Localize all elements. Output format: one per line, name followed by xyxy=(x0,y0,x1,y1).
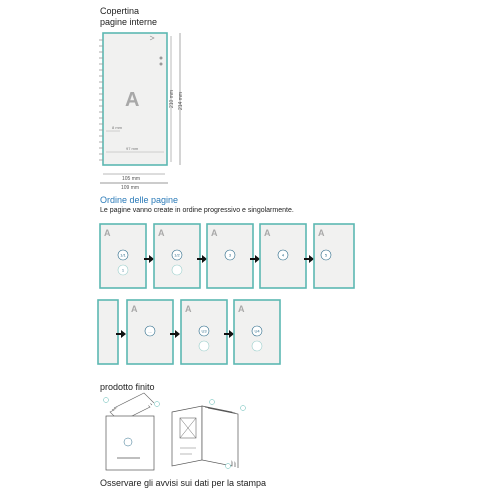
hole-mark-icon xyxy=(160,57,163,60)
svg-text:A: A xyxy=(211,228,218,238)
order-page xyxy=(127,300,173,364)
height-outer-dim-label: 214 mm xyxy=(178,91,184,110)
order-page xyxy=(207,224,253,288)
svg-text:A: A xyxy=(104,228,111,238)
hole-mark-icon xyxy=(160,63,163,66)
cover-title: Copertina xyxy=(100,6,140,16)
inner-width-dim-label: 97 mm xyxy=(126,146,139,151)
height-inner-dim-label: 210 mm xyxy=(169,89,175,108)
svg-text:4: 4 xyxy=(281,252,285,258)
order-page xyxy=(181,300,227,364)
svg-text:A: A xyxy=(158,228,165,238)
cover-page-letter: A xyxy=(125,89,140,111)
svg-text:1/2: 1/2 xyxy=(174,252,180,258)
cover-diagram xyxy=(99,33,184,191)
spiral-binding xyxy=(99,40,103,160)
print-data-note: Osservare gli avvisi sui dati per la stampa xyxy=(100,478,267,488)
width-inner-dim-label: 105 mm xyxy=(122,176,141,182)
width-outer-dim-label: 109 mm xyxy=(121,185,140,191)
order-page xyxy=(314,224,354,288)
svg-text:1/1: 1/1 xyxy=(120,252,126,258)
svg-text:U3: U3 xyxy=(201,328,207,334)
finished-product-title: prodotto finito xyxy=(100,382,155,392)
cover-subtitle: pagine interne xyxy=(100,17,158,27)
svg-text:A: A xyxy=(131,304,138,314)
svg-text:A: A xyxy=(185,304,192,314)
page-number-circle xyxy=(124,438,132,446)
margin-dim-label: 8 mm xyxy=(112,125,122,130)
svg-text:A: A xyxy=(318,228,325,238)
callout-circle-icon xyxy=(226,464,231,469)
page-order-row-2 xyxy=(98,300,280,364)
finished-product-closed xyxy=(104,393,160,470)
order-page xyxy=(154,224,200,288)
svg-text:A: A xyxy=(238,304,245,314)
page-number-circle xyxy=(199,341,209,351)
svg-text:1: 1 xyxy=(121,267,125,273)
order-page xyxy=(234,300,280,364)
order-page xyxy=(100,224,146,288)
page-order-row-1 xyxy=(100,224,354,288)
svg-text:5: 5 xyxy=(324,252,328,258)
callout-circle-icon xyxy=(210,400,215,405)
svg-text:A: A xyxy=(264,228,271,238)
callout-circle-icon xyxy=(155,402,160,407)
page-order-description: Le pagine vanno create in ordine progressivo e singolarmente. xyxy=(100,207,294,214)
svg-text:3: 3 xyxy=(228,252,232,258)
svg-text:...: ... xyxy=(148,328,152,334)
finished-product-open xyxy=(172,400,246,469)
page-number-circle xyxy=(172,265,182,275)
svg-text:U4: U4 xyxy=(254,328,260,334)
page-number-circle xyxy=(252,341,262,351)
order-page xyxy=(260,224,306,288)
callout-circle-icon xyxy=(241,406,246,411)
page-order-title: Ordine delle pagine xyxy=(100,195,179,205)
callout-circle-icon xyxy=(104,398,109,403)
order-page xyxy=(98,300,118,364)
